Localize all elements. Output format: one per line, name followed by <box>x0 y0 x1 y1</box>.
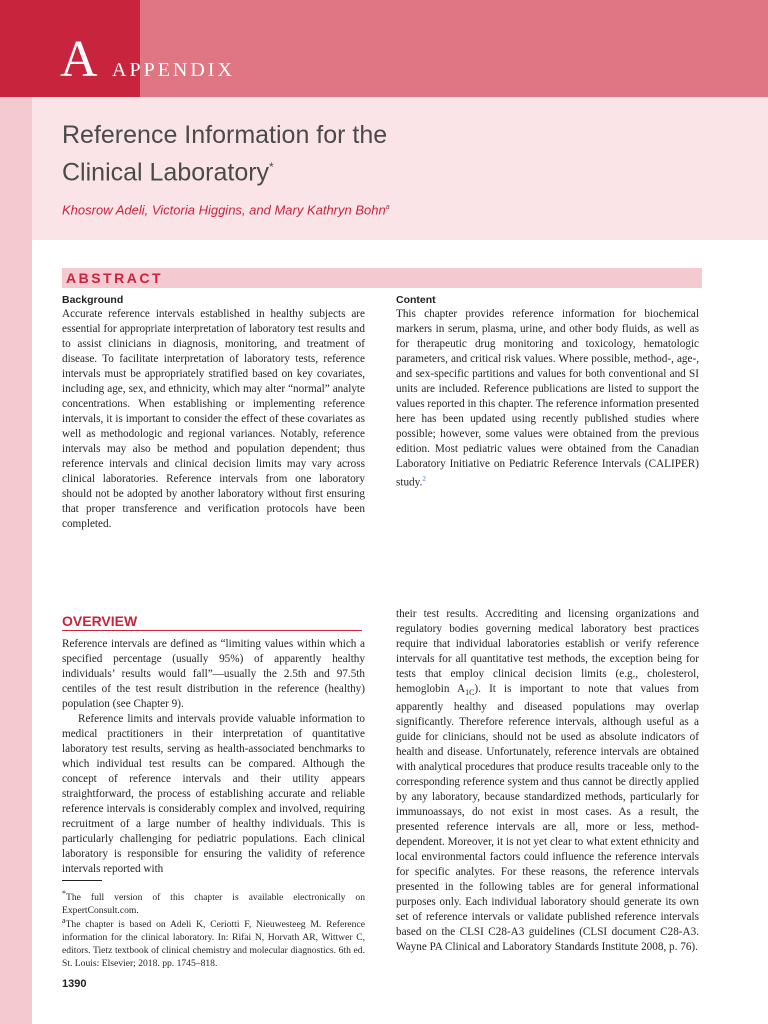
overview-rule <box>62 630 362 631</box>
abstract-heading: ABSTRACT <box>66 270 163 286</box>
footnote-a <box>62 914 365 970</box>
footnote-rule <box>62 880 102 881</box>
content-reference-link[interactable]: 2 <box>422 475 426 483</box>
overview-para-1: Reference intervals are defined as “limiting values within which a specified percentage (usually 95%) of apparently healthy individuals’ results would fall”—usually the 2.5th and 97.5th centiles of the test result distribution in the reference (healthy) population (see Chapter 9). <box>62 638 365 710</box>
title-footnote-mark: * <box>269 160 274 174</box>
background-text: Accurate reference intervals established in healthy subjects are essential for appropriate interpretation of laboratory test results and to assist clinicians in diagnosis, monitoring, and treatment of disease. To facilitate interpretation of laboratory tests, reference intervals must be appropriately stratified based on key covariates, including age, sex, and ethnicity, which may alter “normal” analyte concentrations. When establishing or implementing reference intervals, it is important to consider the effect of these covariates as well as methodologic and regional variances. Notably, reference intervals may also be method and population dependent; thus reference intervals and clinical decision limits may vary across clinical laboratories. Reference intervals from one laboratory should not be adopted by another laboratory without first ensuring that proper transference and verification protocols have been completed. <box>62 308 365 530</box>
background-heading: Background <box>62 294 124 306</box>
authors-text: Khosrow Adeli, Victoria Higgins, and Mary Kathryn Bohn <box>62 202 386 218</box>
overview-col2 <box>396 607 699 955</box>
overview-col2-part2: ). It is important to note that values from apparently healthy and diseased populations may overlap significantly. Therefore reference intervals, although useful as a guide for clinicians, should not be used as absolute indicators of health and disease. Unfortunately, reference intervals are obtained with analytical procedures that produce results traceable only to the corresponding reference system and thus cannot be directly applied by any laboratory, because standardized methods, particularly for immunoassays, do not exist in most cases. As a result, the presented reference intervals are all, more or less, method-dependent. Moreover, it is not yet clear to what extent ethnicity and local environmental factors could influence the reference intervals for specific analytes. For these reasons, the reference intervals presented in the following tables are for general informational purposes only. Each individual laboratory should generate its own set of reference intervals or validate published reference intervals based on the CLSI C28-A3 guidelines (CLSI document C28-A3. Wayne PA Clinical and Laboratory Standards Institute 2008, p. 76). <box>396 683 699 954</box>
chapter-title <box>62 119 622 188</box>
appendix-label: APPENDIX <box>112 59 235 81</box>
overview-col2-part1: their test results. Accrediting and licensing organizations and regulatory bodies governing medical laboratory best practices require that individual laboratories establish or verify reference intervals for all quantitative test methods, the exception being for tests that employ clinical decision limits (e.g., cholesterol, hemoglobin A <box>396 608 699 695</box>
overview-col2-subscript: 1C <box>465 688 475 698</box>
page-number: 1390 <box>62 978 87 990</box>
content-heading: Content <box>396 294 436 306</box>
content-text <box>396 307 699 491</box>
footnote-a-mark: a <box>62 916 66 925</box>
content-text-body: This chapter provides reference information for biochemical markers in serum, plasma, urine, and other body fluids, as well as for therapeutic drug monitoring and toxicology, hematologic parameters, and critical risk values. Where possible, method-, age-, and sex-specific partitions and values for both conventional and SI units are included. Reference publications are listed to support the values reported in this chapter. The reference information presented here has been updated using recently published studies where possible; however, some values were obtained from the previous edition. Most pediatric values were obtained from the Canadian Laboratory Initiative on Pediatric Reference Intervals (CALIPER) study. <box>396 308 699 489</box>
footnote-a-text: The chapter is based on Adeli K, Ceriotti F, Nieuwesteeg M. Reference information for the clinical laboratory. In: Rifai N, Horvath AR, Wittwer C, editors. Tietz textbook of clinical chemistry and molecular diagnostics. 6th ed. St. Louis: Elsevier; 2018. pp. 1745–818. <box>62 919 365 970</box>
title-line-2: Clinical Laboratory <box>62 158 270 187</box>
overview-heading: OVERVIEW <box>62 613 138 629</box>
authors <box>62 198 662 220</box>
footnote-star-mark: * <box>62 889 66 898</box>
overview-para-2: Reference limits and intervals provide valuable information to medical practitioners in their interpretation of quantitative laboratory test results, serving as health-associated benchmarks to which individual test results can be compared. Although the concept of reference intervals and their utility appears straightforward, the process of establishing accurate and reliable reference intervals is considerably complex and involved, requiring recruitment of a large number of healthy individuals. This is particularly challenging for pediatric populations. Each clinical laboratory is responsible for ensuring the validity of reference intervals reported with <box>62 713 365 875</box>
footnote-star <box>62 887 365 917</box>
authors-footnote-mark: a <box>385 204 390 211</box>
appendix-letter: A <box>60 31 98 88</box>
footnote-star-text: The full version of this chapter is available electronically on ExpertConsult.com. <box>62 892 365 917</box>
title-line-1: Reference Information for the <box>62 121 388 149</box>
overview-col1 <box>62 637 365 877</box>
left-margin-bar <box>0 0 32 1024</box>
